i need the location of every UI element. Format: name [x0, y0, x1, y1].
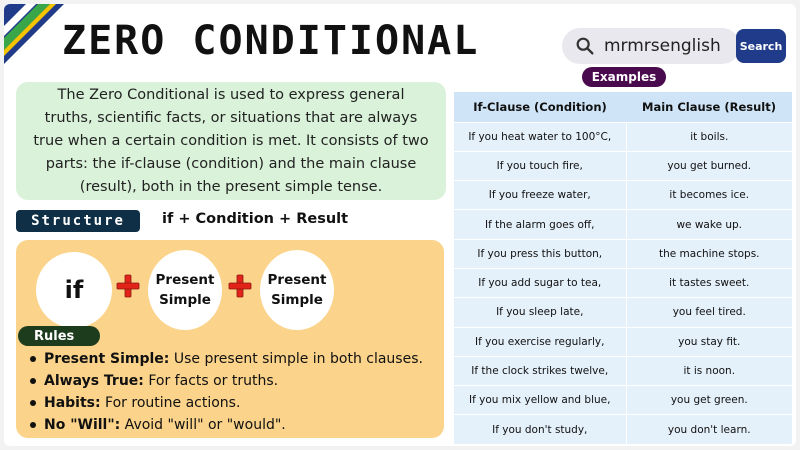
- rules-label: Rules: [18, 326, 100, 346]
- column-header-if-clause: If-Clause (Condition): [454, 92, 626, 122]
- structure-label: Structure: [16, 210, 140, 232]
- structure-panel: [16, 240, 444, 438]
- examples-label: Examples: [582, 67, 666, 87]
- infographic: [4, 4, 796, 446]
- description-box: [16, 82, 446, 200]
- if-clause-cell: If you freeze water,: [454, 181, 626, 210]
- page-title: ZERO CONDITIONAL: [62, 18, 480, 64]
- table-row: [454, 151, 792, 180]
- if-clause-cell: If you press this button,: [454, 239, 626, 268]
- column-header-main-clause: Main Clause (Result): [626, 92, 792, 122]
- present-simple-label: Present Simple: [267, 272, 327, 308]
- if-clause-cell: If the alarm goes off,: [454, 210, 626, 239]
- if-clause-cell: If you mix yellow and blue,: [454, 386, 626, 415]
- result-cell: we wake up.: [626, 210, 792, 239]
- structure-formula: if + Condition + Result: [162, 211, 349, 227]
- if-clause-cell: If you sleep late,: [454, 298, 626, 327]
- table-row: [454, 327, 792, 356]
- result-cell: it is noon.: [626, 356, 792, 385]
- rule-item: Always True: For facts or truths.: [28, 370, 440, 392]
- if-clause-cell: If you heat water to 100°C,: [454, 122, 626, 151]
- if-clause-cell: If you exercise regularly,: [454, 327, 626, 356]
- table-row: [454, 415, 792, 444]
- search-bar: [562, 28, 792, 64]
- present-simple-label: Present Simple: [155, 272, 215, 308]
- result-cell: it tastes sweet.: [626, 268, 792, 297]
- if-clause-cell: If you add sugar to tea,: [454, 268, 626, 297]
- search-icon: [574, 35, 596, 57]
- result-cell: it becomes ice.: [626, 181, 792, 210]
- table-row: [454, 268, 792, 297]
- if-clause-cell: If you touch fire,: [454, 151, 626, 180]
- result-cell: you get burned.: [626, 151, 792, 180]
- rule-item: Present Simple: Use present simple in both clauses.: [28, 348, 440, 370]
- if-clause-cell: If the clock strikes twelve,: [454, 356, 626, 385]
- table-row: [454, 356, 792, 385]
- table-row: [454, 122, 792, 151]
- table-row: [454, 181, 792, 210]
- table-row: [454, 210, 792, 239]
- result-cell: you don't learn.: [626, 415, 792, 444]
- table-row: [454, 239, 792, 268]
- plus-icon: [228, 274, 252, 298]
- table-row: [454, 298, 792, 327]
- corner-stripes-icon: [4, 4, 64, 64]
- search-query: mrmrsenglish: [604, 36, 721, 56]
- rule-item: No "Will": Avoid "will" or "would".: [28, 414, 440, 436]
- plus-icon: [116, 274, 140, 298]
- examples-table: [454, 92, 792, 444]
- description-text: The Zero Conditional is used to express general truths, scientific facts, or situations that are always true when a certain condition is met. It consists of two parts: the if-clause (condition) and the main clause (result), both in the present simple tense.: [33, 86, 429, 195]
- rule-item: Habits: For routine actions.: [28, 392, 440, 414]
- rules-list: [28, 348, 440, 436]
- if-clause-cell: If you don't study,: [454, 415, 626, 444]
- if-circle: if: [36, 252, 112, 328]
- search-button[interactable]: Search: [736, 29, 786, 63]
- result-cell: you feel tired.: [626, 298, 792, 327]
- present-simple-circle: [260, 250, 334, 330]
- result-cell: the machine stops.: [626, 239, 792, 268]
- result-cell: you get green.: [626, 386, 792, 415]
- search-input[interactable]: [562, 28, 740, 64]
- present-simple-circle: [148, 250, 222, 330]
- result-cell: it boils.: [626, 122, 792, 151]
- table-header-row: [454, 92, 792, 122]
- table-row: [454, 386, 792, 415]
- result-cell: you stay fit.: [626, 327, 792, 356]
